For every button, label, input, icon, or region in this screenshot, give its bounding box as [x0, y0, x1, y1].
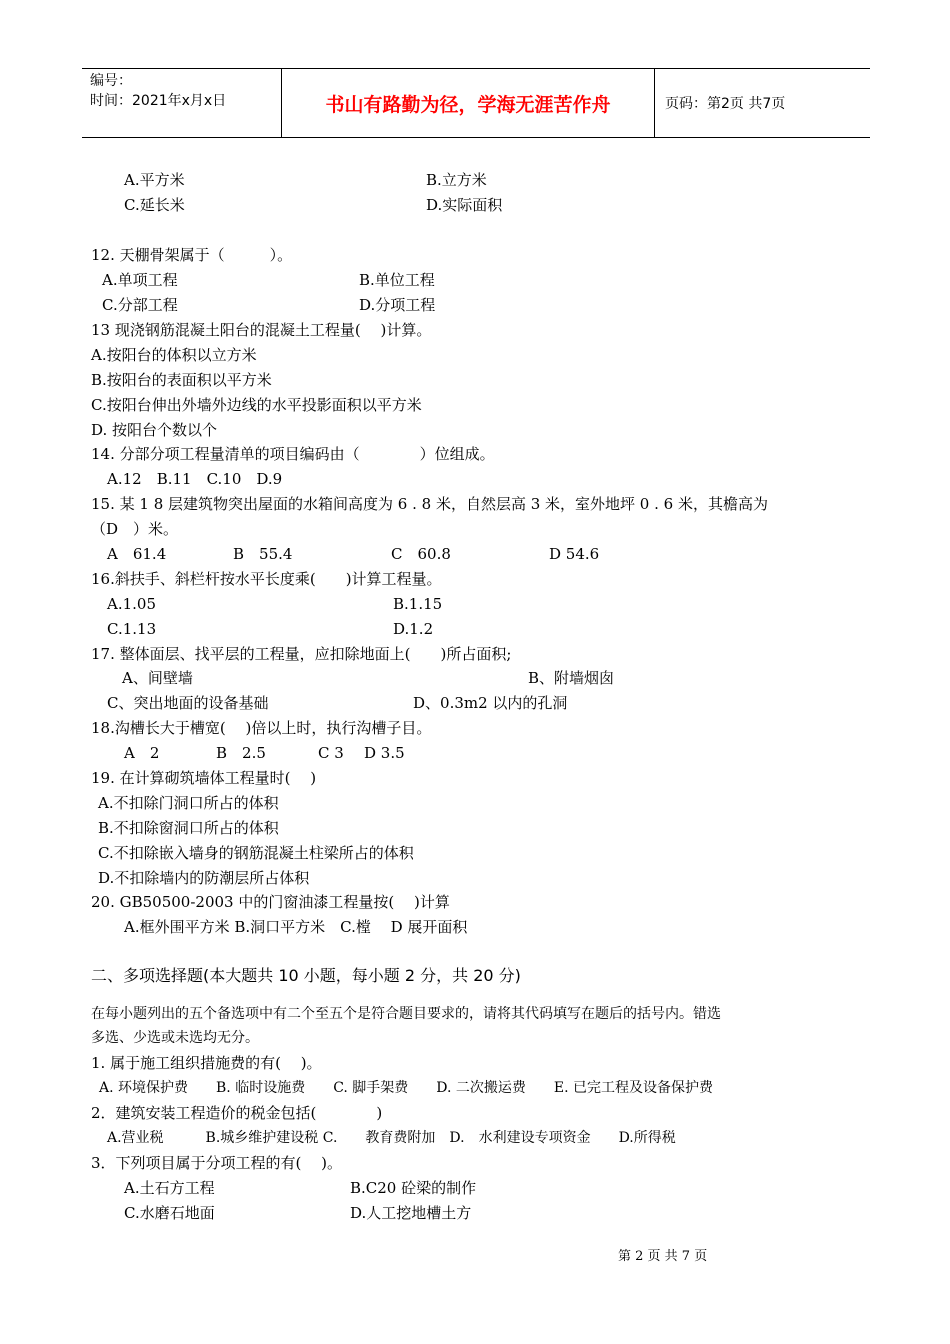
option-line: B 55.4 [233, 545, 293, 563]
option-line: A.营业税 B.城乡维护建设税 C. 教育费附加 D. 水利建设专项资金 D.所得税 [107, 1130, 676, 1146]
header-time: 时间：2021年x月x日 [90, 93, 227, 109]
option-line: A.单项工程 [102, 271, 178, 289]
option-line: C.分部工程 [102, 296, 178, 314]
option-line: A.12 B.11 C.10 D.9 [107, 470, 283, 488]
multi-question-3: 3．下列项目属于分项工程的有( )。 [91, 1154, 343, 1172]
question-12: 12. 天棚骨架属于（ ）。 [91, 246, 293, 264]
header-page-number: 页码：第2页 共7页 [665, 96, 786, 112]
header-info-cell [82, 69, 282, 137]
option-line: C.延长米 [124, 196, 185, 214]
option-line: A.1.05 [107, 595, 156, 613]
option-line: C.1.13 [107, 620, 157, 638]
option-line: A.平方米 [124, 171, 185, 189]
option-line: C.按阳台伸出外墙外边线的水平投影面积以平方米 [91, 396, 422, 414]
option-line: D 3.5 [364, 744, 405, 762]
option-line: C.不扣除嵌入墙身的钢筋混凝土柱梁所占的体积 [98, 844, 414, 862]
option-line: C 60.8 [391, 545, 451, 563]
option-line: D.实际面积 [426, 196, 503, 214]
option-line: B.C20 砼梁的制作 [350, 1179, 477, 1197]
option-line: A 2 [124, 744, 160, 762]
question-18: 18.沟槽长大于槽宽( )倍以上时，执行沟槽子目。 [91, 719, 432, 737]
option-line: B.单位工程 [359, 271, 435, 289]
option-line: A. 环境保护费 B. 临时设施费 C. 脚手架费 D. 二次搬运费 E. 已完工程及设备保护费 [99, 1080, 714, 1096]
question-15-cont: （D ）米。 [91, 520, 179, 538]
question-14: 14. 分部分项工程量清单的项目编码由（ ）位组成。 [91, 445, 495, 463]
page-header [82, 68, 870, 138]
option-line: A.框外围平方米 B.洞口平方米 C.樘 D 展开面积 [124, 918, 468, 936]
option-line: D 54.6 [549, 545, 600, 563]
question-17: 17. 整体面层、找平层的工程量，应扣除地面上( )所占面积; [91, 645, 512, 663]
option-line: B.不扣除窗洞口所占的体积 [98, 819, 279, 837]
option-line: D.人工挖地槽土方 [350, 1204, 472, 1222]
multi-question-1: 1. 属于施工组织措施费的有( )。 [91, 1054, 322, 1072]
header-motto: 书山有路勤为径，学海无涯苦作舟 [282, 69, 655, 137]
option-line: C、突出地面的设备基础 [107, 694, 269, 712]
option-line: C.水磨石地面 [124, 1204, 215, 1222]
multi-question-2: 2．建筑安装工程造价的税金包括( ) [91, 1104, 383, 1122]
option-line: B.立方米 [426, 171, 487, 189]
option-line: B.1.15 [393, 595, 443, 613]
option-line: A.按阳台的体积以立方米 [91, 346, 257, 364]
section-heading: 二、多项选择题(本大题共 10 小题，每小题 2 分，共 20 分) [91, 966, 521, 985]
option-line: A.不扣除门洞口所占的体积 [98, 794, 279, 812]
option-line: D. 按阳台个数以个 [91, 421, 218, 439]
option-line: D.1.2 [393, 620, 434, 638]
option-line: B.按阳台的表面积以平方米 [91, 371, 272, 389]
option-line: B、附墙烟囱 [528, 669, 615, 687]
question-13: 13 现浇钢筋混凝土阳台的混凝土工程量( )计算。 [91, 321, 432, 339]
question-20: 20. GB50500-2003 中的门窗油漆工程量按( )计算 [91, 893, 450, 911]
question-16: 16.斜扶手、斜栏杆按水平长度乘( )计算工程量。 [91, 570, 442, 588]
section-instructions: 在每小题列出的五个备选项中有二个至五个是符合题目要求的，请将其代码填写在题后的括号内。错选 [91, 1006, 721, 1022]
question-19: 19. 在计算砌筑墙体工程量时( ) [91, 769, 317, 787]
option-line: A 61.4 [107, 545, 167, 563]
question-15: 15. 某 1 8 层建筑物突出屋面的水箱间高度为 6 . 8 米，自然层高 3 米，室外地坪 0 . 6 米，其檐高为 [91, 495, 768, 513]
option-line: B 2.5 [216, 744, 266, 762]
option-line: C 3 [318, 744, 344, 762]
header-number: 编号： [90, 73, 132, 89]
page-footer: 第 2 页 共 7 页 [618, 1249, 708, 1264]
option-line: D.不扣除墙内的防潮层所占体积 [98, 869, 310, 887]
option-line: A、间壁墙 [122, 669, 193, 687]
option-line: D、0.3m2 以内的孔洞 [413, 694, 568, 712]
option-line: D.分项工程 [359, 296, 436, 314]
section-instructions-cont: 多选、少选或未选均无分。 [91, 1030, 259, 1046]
option-line: A.土石方工程 [124, 1179, 215, 1197]
